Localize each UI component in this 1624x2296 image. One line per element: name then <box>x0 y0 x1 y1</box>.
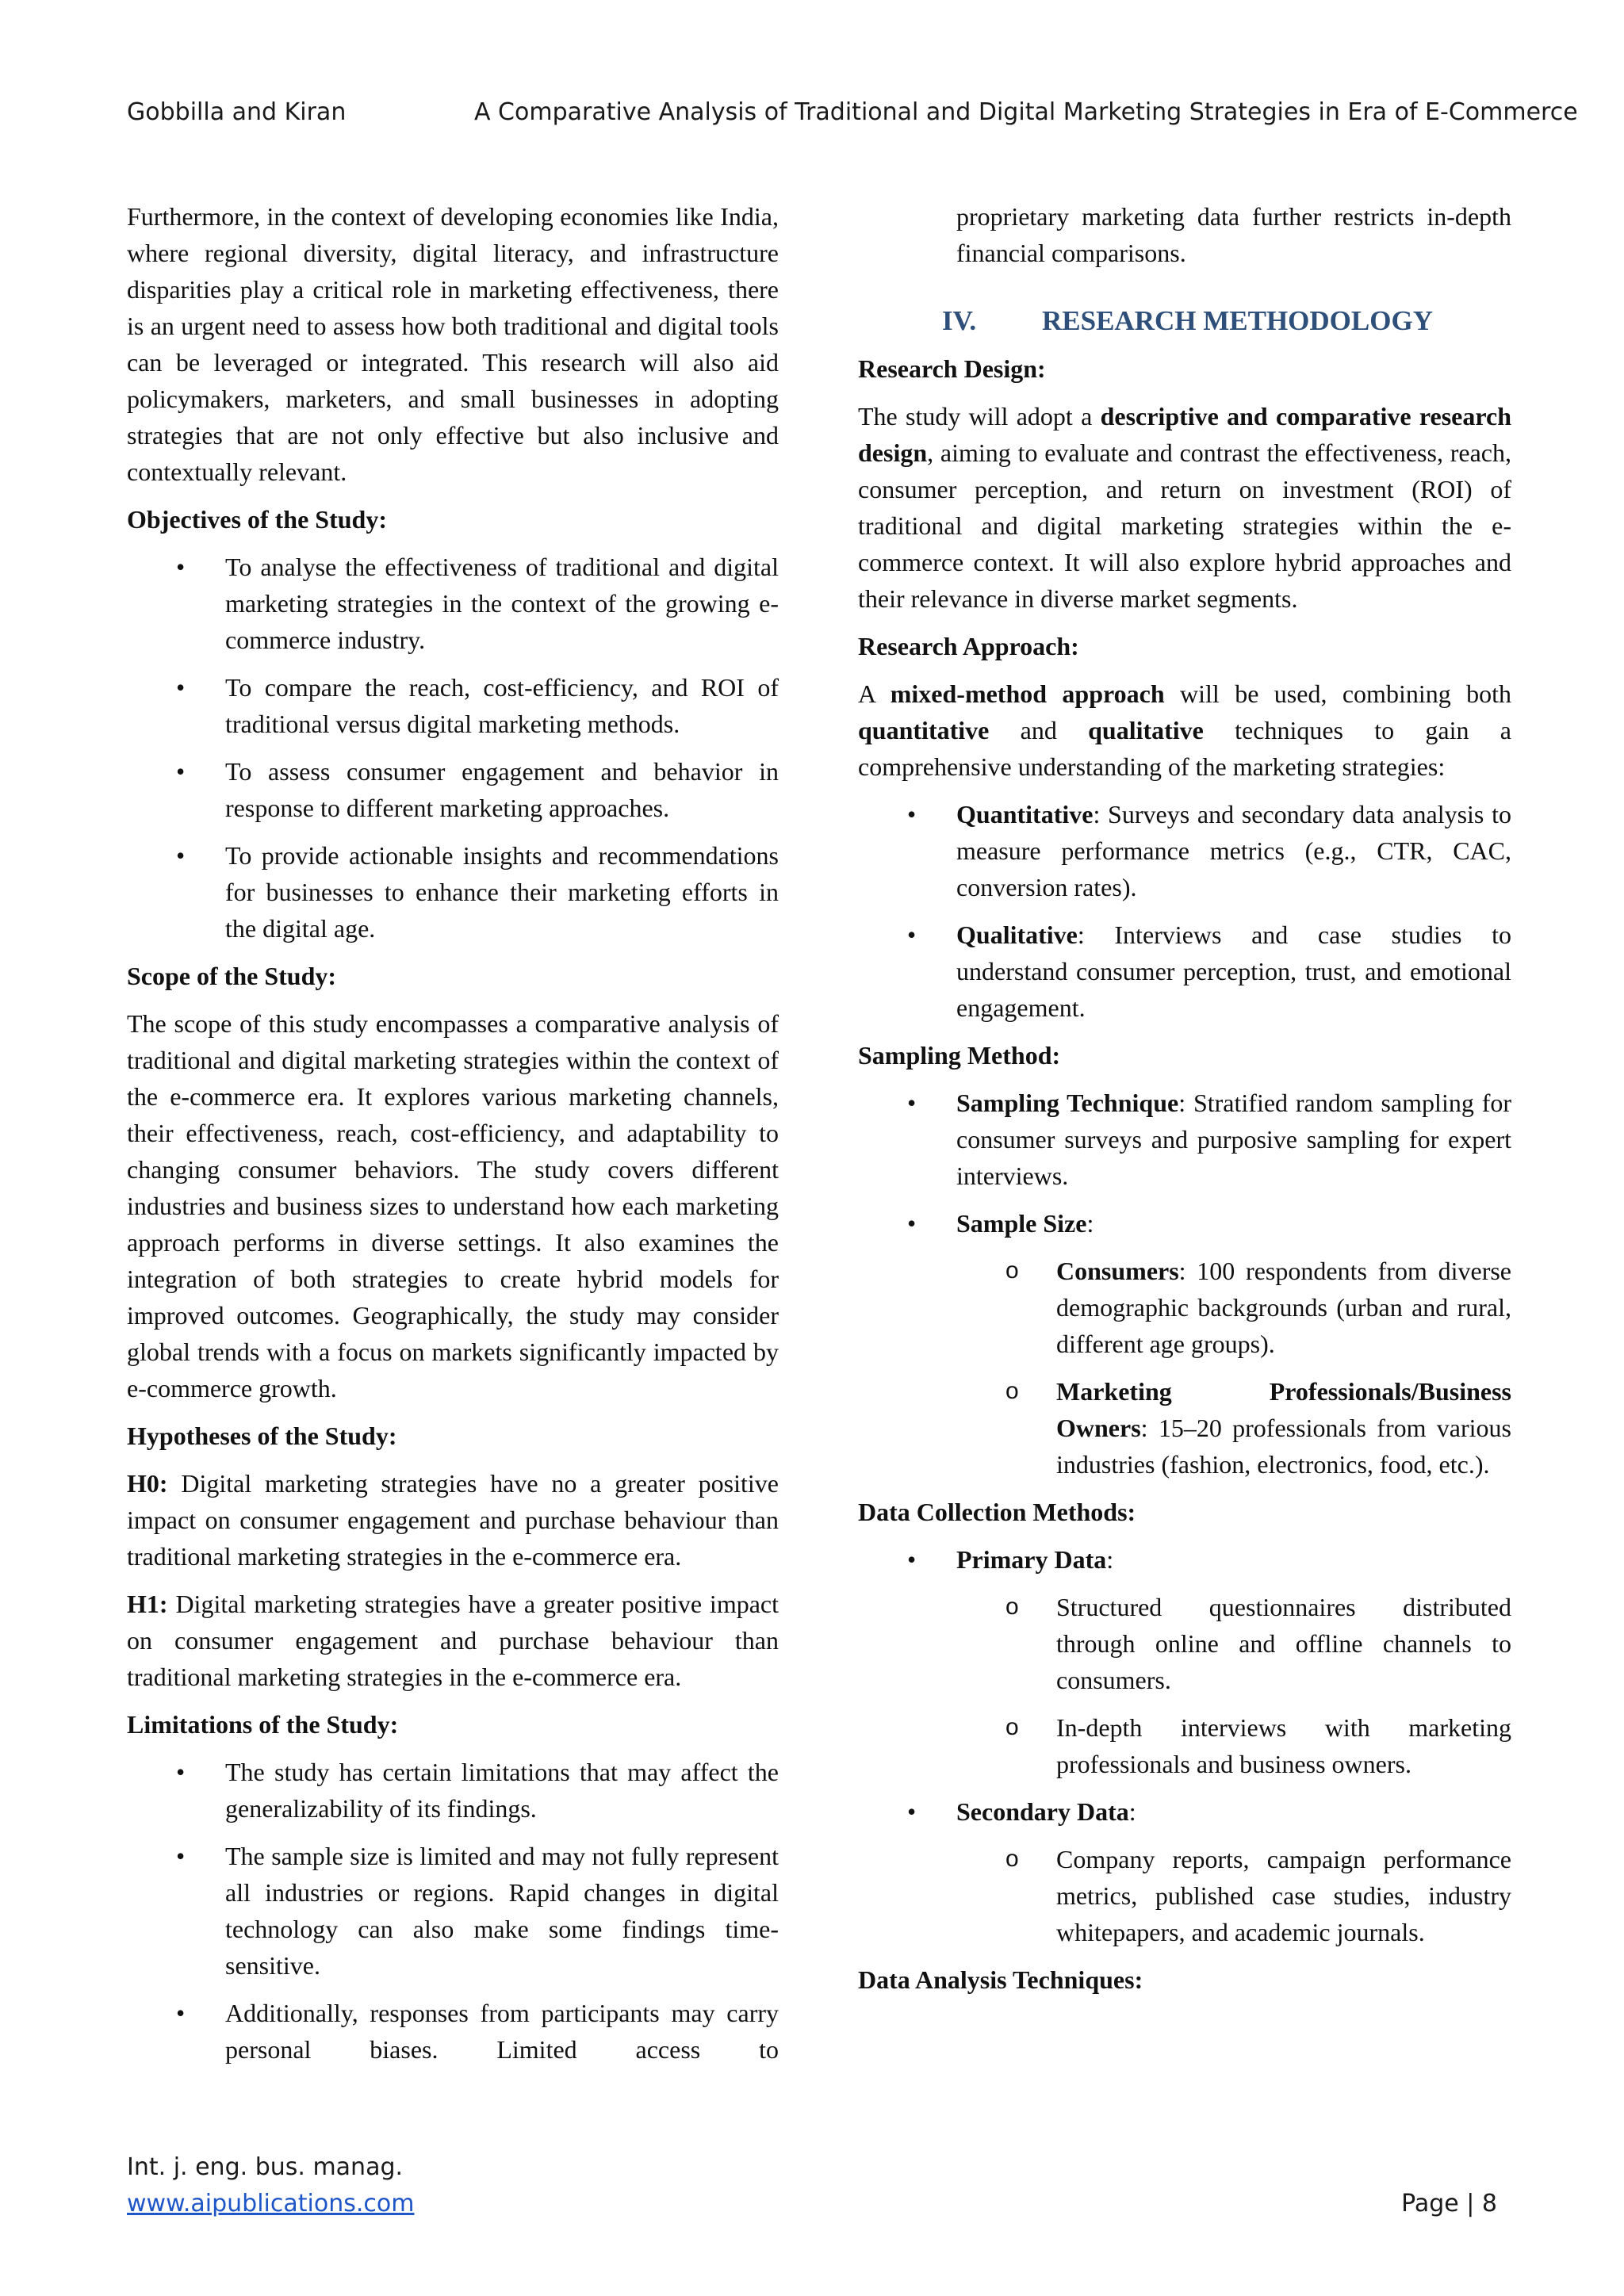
list-item: • Secondary Data: o Company reports, campaign performance metrics, published case studies, industry whitepapers, and academic journals. <box>956 1793 1511 1950</box>
circle-bullet-icon: o <box>1005 1594 1019 1620</box>
research-approach-paragraph: A mixed-method approach will be used, combining both quantitative and qualitative techniques to gain a comprehensive understanding of the marketing strategies: <box>858 679 1512 781</box>
list-item: • The sample size is limited and may not fully represent all industries or regions. Rapid changes in digital technology can also make some findings time-sensitive. <box>225 1838 779 1984</box>
bullet-icon: • <box>176 1999 186 2027</box>
circle-bullet-icon: o <box>1005 1257 1019 1284</box>
list-item: • To assess consumer engagement and behavior in response to different marketing approaches. <box>225 753 779 826</box>
research-design-heading: Research Design: <box>858 354 1046 383</box>
list-item: • To provide actionable insights and recommendations for businesses to enhance their marketing efforts in the digital age. <box>225 837 779 947</box>
list-item: • Sampling Technique: Stratified random sampling for consumer surveys and purposive sampling for expert interviews. <box>956 1085 1511 1194</box>
list-item: • Primary Data: o Structured questionnaires distributed through online and offline channels to consumers. o In-depth interviews with marketing professionals and business owners. <box>956 1541 1511 1782</box>
approach-list <box>858 796 1511 1026</box>
list-item: o In-depth interviews with marketing professionals and business owners. <box>1056 1709 1511 1782</box>
list-item: • To compare the reach, cost-efficiency, and ROI of traditional versus digital marketing methods. <box>225 669 779 742</box>
data-analysis-heading: Data Analysis Techniques: <box>858 1965 1143 1994</box>
list-item: o Structured questionnaires distributed through online and offline channels to consumers. <box>1056 1589 1511 1698</box>
footer-journal: Int. j. eng. bus. manag. <box>127 2153 404 2181</box>
scope-paragraph: The scope of this study encompasses a comparative analysis of traditional and digital marketing strategies within the context of the e-commerce era. It explores various marketing channels, their effectiveness, reach, cost-efficiency, and adaptability to changing consumer behaviors. The study covers different industries and business sizes to understand how each marketing approach performs in diverse settings. It also examines the integration of both strategies to create hybrid models for improved outcomes. Geographically, the study may consider global trends with a focus on markets significantly impacted by e-commerce growth. <box>127 1009 779 1402</box>
running-header-title: A Comparative Analysis of Traditional and Digital Marketing Strategies in Era of E-Commerce <box>474 98 1578 126</box>
secondary-data-sublist <box>956 1841 1511 1950</box>
hypothesis-h0: H0: Digital marketing strategies have no a greater positive impact on consumer engagement and purchase behaviour than traditional marketing strategies in the e-commerce era. <box>127 1469 779 1571</box>
right-column <box>858 198 1511 2009</box>
bullet-icon: • <box>176 1758 186 1786</box>
list-item: • The study has certain limitations that may affect the generalizability of its findings. <box>225 1754 779 1827</box>
list-item: • Quantitative: Surveys and secondary data analysis to measure performance metrics (e.g., CTR, CAC, conversion rates). <box>956 796 1511 905</box>
limitations-list <box>127 1754 779 2068</box>
limitations-continuation: proprietary marketing data further restricts in-depth financial comparisons. <box>956 202 1511 267</box>
bullet-icon: • <box>907 800 917 828</box>
bullet-icon: • <box>176 841 186 870</box>
bullet-icon: • <box>907 1545 917 1574</box>
objectives-list <box>127 549 779 947</box>
sampling-method-heading: Sampling Method: <box>858 1041 1061 1070</box>
section-number: IV. <box>942 305 977 336</box>
circle-bullet-icon: o <box>1005 1378 1019 1404</box>
bullet-icon: • <box>176 673 186 702</box>
footer-url-link[interactable]: www.aipublications.com <box>127 2190 415 2218</box>
hypothesis-h1: H1: Digital marketing strategies have a greater positive impact on consumer engagement and purchase behaviour than traditional marketing strategies in the e-commerce era. <box>127 1590 779 1691</box>
list-item: o Marketing Professionals/Business Owners: 15–20 professionals from various industries (fashion, electronics, food, etc.). <box>1056 1373 1511 1483</box>
list-item: o Company reports, campaign performance metrics, published case studies, industry whitepapers, and academic journals. <box>1056 1841 1511 1950</box>
bullet-icon: • <box>907 1209 917 1238</box>
section-title: RESEARCH METHODOLOGY <box>1042 305 1433 336</box>
data-collection-heading: Data Collection Methods: <box>858 1498 1136 1526</box>
list-item: • Additionally, responses from participants may carry personal biases. Limited access to <box>225 1995 779 2068</box>
circle-bullet-icon: o <box>1005 1846 1019 1872</box>
research-design-paragraph: The study will adopt a descriptive and comparative research design, aiming to evaluate and contrast the effectiveness, reach, consumer perception, and return on investment (ROI) of traditional and digital marketing strategies within the e-commerce context. It will also explore hybrid approaches and their relevance in diverse market segments. <box>858 402 1512 613</box>
bullet-icon: • <box>176 553 186 581</box>
bullet-icon: • <box>907 1797 917 1826</box>
hypotheses-heading: Hypotheses of the Study: <box>127 1422 397 1450</box>
objectives-heading: Objectives of the Study: <box>127 505 387 534</box>
section-heading <box>858 303 1511 339</box>
h1-label: H1: <box>127 1590 168 1618</box>
h0-label: H0: <box>127 1469 168 1498</box>
limitations-heading: Limitations of the Study: <box>127 1710 399 1739</box>
footer-page-number: Page | 8 <box>1401 2190 1497 2218</box>
scope-heading: Scope of the Study: <box>127 962 337 990</box>
bullet-icon: • <box>907 920 917 949</box>
collection-list <box>858 1541 1511 1950</box>
intro-paragraph: Furthermore, in the context of developing economies like India, where regional diversity, digital literacy, and infrastructure disparities play a critical role in marketing effectiveness, there is an urgent need to assess how both traditional and digital tools can be leveraged or integrated. This research will also aid policymakers, marketers, and small businesses in adopting strategies that are not only effective but also inclusive and contextually relevant. <box>127 202 779 486</box>
circle-bullet-icon: o <box>1005 1714 1019 1740</box>
left-column <box>127 198 779 2079</box>
sampling-list <box>858 1085 1511 1483</box>
sample-size-sublist <box>956 1253 1511 1483</box>
list-item: • Sample Size: o Consumers: 100 respondents from diverse demographic backgrounds (urban and rural, different age groups). o Marketing Professionals/Business Owners: 15–20 professionals from various industries (fashion, electronics, food, etc.). <box>956 1205 1511 1483</box>
running-header-authors: Gobbilla and Kiran <box>127 98 347 126</box>
list-item: • Qualitative: Interviews and case studies to understand consumer perception, trust, and emotional engagement. <box>956 916 1511 1026</box>
bullet-icon: • <box>176 1842 186 1870</box>
list-item: o Consumers: 100 respondents from diverse demographic backgrounds (urban and rural, different age groups). <box>1056 1253 1511 1362</box>
list-item: • To analyse the effectiveness of traditional and digital marketing strategies in the context of the growing e-commerce industry. <box>225 549 779 658</box>
bullet-icon: • <box>176 757 186 786</box>
research-approach-heading: Research Approach: <box>858 632 1079 660</box>
bullet-icon: • <box>907 1089 917 1117</box>
primary-data-sublist <box>956 1589 1511 1782</box>
